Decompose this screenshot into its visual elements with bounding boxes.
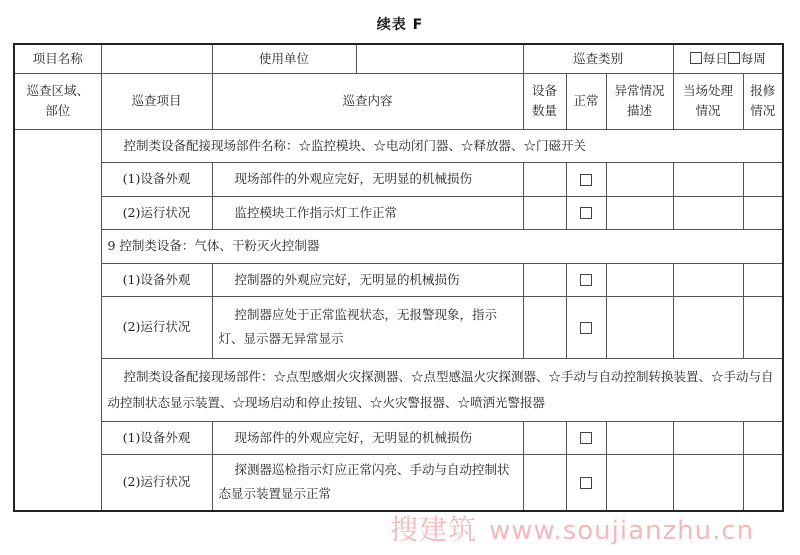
content-cell: 控制器的外观应完好，无明显的机械损伤	[212, 263, 523, 296]
item-cell: (2)运行状况	[101, 196, 212, 229]
user-unit-label: 使用单位	[212, 44, 356, 73]
normal-cell	[566, 196, 606, 229]
normal-checkbox[interactable]	[580, 174, 592, 186]
section-heading-row	[14, 129, 783, 162]
normal-cell	[566, 263, 606, 296]
table-row	[14, 196, 783, 229]
abnormal-cell[interactable]	[606, 454, 673, 511]
normal-checkbox[interactable]	[580, 207, 592, 219]
normal-cell	[566, 454, 606, 511]
repair-cell[interactable]	[743, 454, 783, 511]
repair-cell[interactable]	[743, 296, 783, 358]
onsite-cell[interactable]	[673, 454, 743, 511]
watermark-cn: 搜建筑	[390, 513, 478, 546]
onsite-cell[interactable]	[673, 196, 743, 229]
abnormal-cell[interactable]	[606, 421, 673, 454]
table-row	[14, 454, 783, 511]
normal-checkbox[interactable]	[580, 322, 592, 334]
abnormal-cell[interactable]	[606, 296, 673, 358]
col-item: 巡查项目	[101, 73, 212, 129]
quantity-cell[interactable]	[523, 454, 566, 511]
category-options	[673, 44, 783, 73]
weekly-label: 每周	[740, 50, 766, 66]
onsite-cell[interactable]	[673, 162, 743, 196]
item-cell: (2)运行状况	[101, 296, 212, 358]
table-title: 续表 F	[376, 17, 424, 33]
abnormal-cell[interactable]	[606, 263, 673, 296]
quantity-cell[interactable]	[523, 196, 566, 229]
col-quantity: 设备数量	[523, 73, 566, 129]
content-cell: 探测器巡检指示灯应正常闪亮、手动与自动控制状态显示装置显示正常	[212, 454, 523, 511]
repair-cell[interactable]	[743, 162, 783, 196]
content-cell: 现场部件的外观应完好，无明显的机械损伤	[212, 421, 523, 454]
item-cell: (1)设备外观	[101, 421, 212, 454]
table-row	[14, 162, 783, 196]
section-heading: 9 控制类设备：气体、干粉灭火控制器	[101, 229, 783, 263]
content-cell: 现场部件的外观应完好，无明显的机械损伤	[212, 162, 523, 196]
section-heading-row	[14, 229, 783, 263]
section-heading: 控制类设备配接现场部件：☆点型感烟火灾探测器、☆点型感温火灾探测器、☆手动与自动控制转换装置、☆手动与自动控制状态显示装置、☆现场启动和停止按钮、☆火灾警报器、☆喷洒光警报器	[101, 358, 783, 421]
project-name-label: 项目名称	[14, 44, 101, 73]
col-area: 巡查区域、部位	[14, 73, 101, 129]
user-unit-field[interactable]	[356, 44, 523, 73]
watermark-url: www.soujianzhu.cn	[489, 516, 755, 546]
table-row	[14, 296, 783, 358]
normal-checkbox[interactable]	[580, 274, 592, 286]
col-onsite: 当场处理情况	[673, 73, 743, 129]
weekly-checkbox[interactable]	[728, 52, 740, 64]
quantity-cell[interactable]	[523, 263, 566, 296]
table-row	[14, 263, 783, 296]
col-normal: 正常	[566, 73, 606, 129]
normal-checkbox[interactable]	[580, 432, 592, 444]
category-label: 巡查类别	[523, 44, 673, 73]
col-abnormal: 异常情况描述	[606, 73, 673, 129]
onsite-cell[interactable]	[673, 263, 743, 296]
content-cell: 控制器应处于正常监视状态，无报警现象，指示灯、显示器无异常显示	[212, 296, 523, 358]
content-cell: 监控模块工作指示灯工作正常	[212, 196, 523, 229]
quantity-cell[interactable]	[523, 162, 566, 196]
project-name-field[interactable]	[101, 44, 212, 73]
col-repair: 报修情况	[743, 73, 783, 129]
section-heading-row	[14, 358, 783, 421]
onsite-cell[interactable]	[673, 296, 743, 358]
watermark	[390, 508, 785, 546]
item-cell: (1)设备外观	[101, 263, 212, 296]
col-content: 巡查内容	[212, 73, 523, 129]
normal-checkbox[interactable]	[580, 477, 592, 489]
repair-cell[interactable]	[743, 196, 783, 229]
quantity-cell[interactable]	[523, 296, 566, 358]
daily-label: 每日	[702, 50, 728, 66]
abnormal-cell[interactable]	[606, 162, 673, 196]
repair-cell[interactable]	[743, 263, 783, 296]
table-row	[14, 421, 783, 454]
project-info-row	[14, 44, 783, 73]
item-cell: (1)设备外观	[101, 162, 212, 196]
normal-cell	[566, 421, 606, 454]
abnormal-cell[interactable]	[606, 196, 673, 229]
daily-checkbox[interactable]	[690, 52, 702, 64]
repair-cell[interactable]	[743, 421, 783, 454]
section-heading: 控制类设备配接现场部件名称：☆监控模块、☆电动闭门器、☆释放器、☆门磁开关	[101, 129, 783, 162]
column-header-row	[14, 73, 783, 129]
quantity-cell[interactable]	[523, 421, 566, 454]
item-cell: (2)运行状况	[101, 454, 212, 511]
patrol-record-table	[13, 43, 784, 512]
area-cell[interactable]	[14, 129, 101, 511]
onsite-cell[interactable]	[673, 421, 743, 454]
normal-cell	[566, 296, 606, 358]
normal-cell	[566, 162, 606, 196]
